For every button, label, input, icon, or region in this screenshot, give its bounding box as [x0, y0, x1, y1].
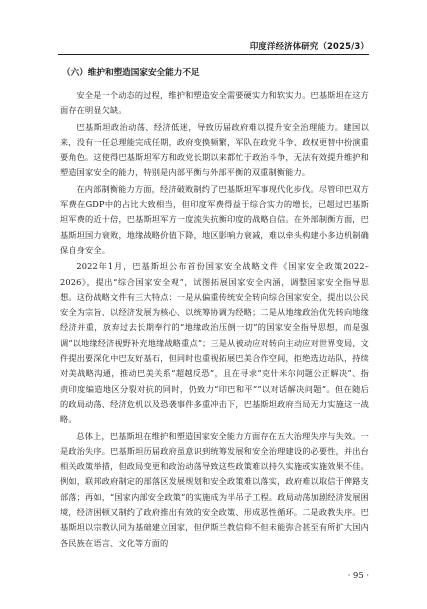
- paragraph-political-instability: 巴基斯坦政治动荡、经济低迷，导致历届政府难以提升安全治理能力。建国以来，没有一任总理能完成任期，政府变换频繁，军队在政党斗争、政权更替中扮演重要角色。这使得巴基斯坦军方和政党长期以来都忙于政治斗争，无法有效提升维护和塑造国家安全的能力，特别是内部平衡与外部平衡的双重制衡能力。: [60, 121, 369, 178]
- paragraph-intro: 安全是一个动态的过程，维护和塑造安全需要硬实力和软实力。巴基斯坦在这方面存在明显欠缺。: [60, 90, 369, 116]
- page-number: · 95 ·: [347, 570, 369, 580]
- paragraph-summary: 总体上，巴基斯坦在维护和塑造国家安全能力方面存在五大治理失序与失效。一是政治失序。巴基斯坦历届政府虽意识到统筹发展和安全治理建设的必要性，并出台相关政策举措，但政局变更和政治动荡导致这些政策难以持久实施或实施效果不佳。例如，联邦政府制定的部落区发展规划和安全政策难以落实，政府难以取信于俾路支部落；再如，“国家内部安全政策”的实施成为半吊子工程。政局动荡加剧经济发展困境，经济困顿又制约了政府推出有效的安全政策、形成恶性循环。二是政教失序。巴基斯坦以宗教认同为基础建立国家，但伊斯兰教信仰不但未能弥合甚至有所扩大国内各民族在语言、文化等方面的: [60, 430, 369, 548]
- header-rule: [58, 54, 369, 55]
- section-heading: （六）维护和塑造国家安全能力不足: [62, 68, 200, 78]
- running-header: 印度洋经济体研究（2025/3）: [249, 41, 369, 51]
- paragraph-balancing: 在内部制衡能力方面，经济破败制约了巴基斯坦军事现代化步伐。尽管印巴双方军费在GDP中的占比大致相当，但印度军费得益于综合实力的增长，已超过巴基斯坦军费的近十倍，巴基斯坦军方一度流失抗衡印度的战略自信。在外部制衡方面，巴基斯坦国力衰败，地缘战略价值下降，地区影响力衰减，难以牵头构建小多边机制确保自身安全。: [60, 183, 369, 255]
- paragraph-security-strategy: 2022年1月，巴基斯坦公布首份国家安全战略文件《国家安全政策2022–2026》，提出“综合国家安全观”，试图拓展国家安全内涵，调整国家安全指导思想。这份战略文件有三大特点：一是从偏重传统安全转向综合国家安全，提出以公民安全为宗旨、以经济发展为核心、以统筹协调为经略；二是从地缘政治优先转向地缘经济并重，放弃过去长期奉行的“地缘政治压倒一切”的国家安全指导思想，而是强调“以地缘经济视野补充地缘战略重点”；三是从被动应对转向主动应对世界变局，文件提出要深化中巴友好基石，但同时也重视拓展巴美合作空间，拒绝选边站队，持续对美战略沟通，推动巴美关系“超越反恐”，且在寻求“克什米尔问题公正解决”、指责印度编造地区分裂对抗的同时，仍致力“印巴和平”“以对话解决问题”。但在随后的政局动荡、经济危机以及恐袭事件多重冲击下，巴基斯坦政府当局无力实施这一战略。: [60, 261, 369, 425]
- article-body: [60, 66, 369, 552]
